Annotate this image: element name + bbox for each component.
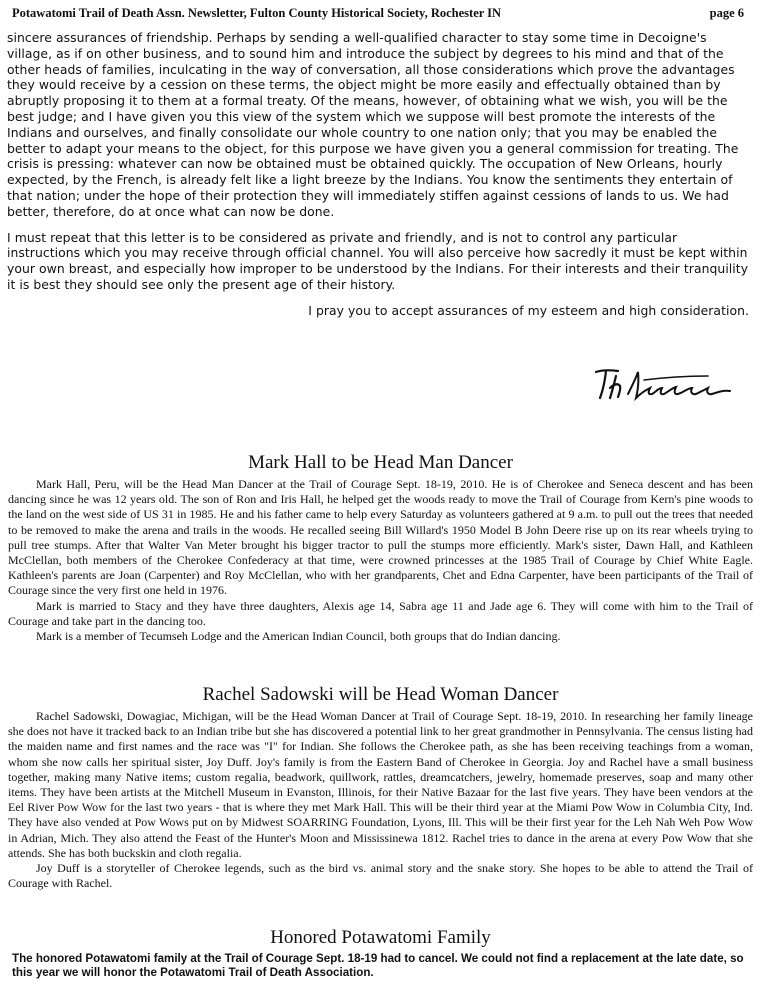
- article-rachel-sadowski: [8, 684, 753, 891]
- page-number: page 6: [709, 6, 744, 20]
- letter-closing: I pray you to accept assurances of my esteem and high consideration.: [308, 302, 749, 318]
- jefferson-letter: [7, 30, 753, 319]
- article-title: Mark Hall to be Head Man Dancer: [248, 452, 513, 473]
- letter-paragraph: sincere assurances of friendship. Perhaps by sending a well-qualified character to stay some time in Decoigne's village, as if on other business, and to sound him and introduce the subject by degrees to his mind and that of the other heads of families, inculcating in the way of conversation, all those considerations which prove the advantages they would receive by a cession on these terms, the object might be more easily and effectually obtained than by abruptly proposing it to them at a formal treaty. Of the means, however, of obtaining what we wish, you will be the best judge; and I have given you this view of the system which we suppose will best promote the interests of the Indians and ourselves, and finally consolidate our whole country to one nation only; that you may be enabled the better to adapt your means to the object, for this purpose we have given you a general commission for treating. The crisis is pressing: whatever can now be obtained must be obtained quickly. The occupation of New Orleans, hourly expected, by the French, is already felt like a light breeze by the Indians. You know the sentiments they entertain of that nation; under the hope of their protection they will immediately stiffen against cessions of lands to us. We had better, therefore, do at once what can now be done.: [7, 30, 739, 219]
- letter-paragraph: I must repeat that this letter is to be considered as private and friendly, and is not to control any particular instructions which you may receive through official channel. You will also perceive how sacredly it must be kept within your own breast, and especially how improper to be understood by the Indians. For their interests and their tranquility it is best they should see only the present age of their history.: [7, 229, 749, 292]
- honored-family-section: [8, 927, 753, 980]
- article-paragraph: Rachel Sadowski, Dowagiac, Michigan, will be the Head Woman Dancer at Trail of Courage Sept. 18-19, 2010. In researching her family lineage she does not have it tracked back to an Indian tribe but she has discovered a potential link to her great grandmother in Pennsylvania. The census listing had the maiden name and first names and the race was "I" for Indian. She follows the Cherokee path, as she has been receiving teachings from a woman, whom she now calls her spiritual sister, Joy Duff. Joy's family is from the Eastern Band of Cherokee in Georgia. Joy and Rachel have a small business together, making many Native items; custom regalia, beadwork, quillwork, rattles, dreamcatchers, jewelry, homemade preserves, soap and many other items. They have been artists at the Mitchell Museum in Evanston, Illinois, for their Native Bazaar for the last five years. They have been vendors at the Eel River Pow Wow for the last two years - that is where they met Mark Hall. This will be their third year at the Miami Pow Wow in Columbia City, Ind. They have also vended at Pow Wows put on by Midwest SOARRING Foundation, Lyons, Ill. This will be their first year for the Leh Nah Weh Pow Wow in Adrian, Mich. They also attend the Feast of the Hunter's Moon and Mississinewa 1812. Rachel tries to dance in the arena at every Pow Wow that she attends. She has both buckskin and cloth regalia.: [8, 709, 753, 860]
- article-paragraph: Mark is a member of Tecumseh Lodge and the American Indian Council, both groups that do Indian dancing.: [36, 629, 561, 644]
- article-title: Rachel Sadowski will be Head Woman Dancer: [202, 684, 559, 705]
- article-mark-hall: [8, 452, 753, 644]
- article-paragraph: Mark Hall, Peru, will be the Head Man Dancer at the Trail of Courage Sept. 18-19, 2010. He is of Cherokee and Seneca descent and has been dancing since he was 12 years old. The son of Ron and Iris Hall, he helped get the woods ready to move the Trail of Courage from Kern's pine woods to the land on the west side of US 31 in 1985. He and his father came to help every Saturday as volunteers gathered at 9 a.m. to pull out the trees that needed to be removed to make the arena and trails in the woods. He recalled seeing Bill Willard's 1950 Model B John Deere rise up on its rear wheels trying to pull tree stumps. After that Walter Van Meter brought his bigger tractor to pull the stumps more efficiently. Mark's sister, Dawn Hall, and Kathleen McClellan, both members of the Cherokee Confederacy at that time, were crowned princesses at the 1985 Trail of Courage by Chief White Eagle. Kathleen's parents are Joan (Carpenter) and Roy McClellan, who with her grandparents, Chet and Edna Carpenter, have been participants of the Trail of Courage since the very first one held in 1976.: [8, 477, 753, 598]
- section-title: Honored Potawatomi Family: [270, 927, 491, 948]
- jefferson-signature: [588, 364, 748, 404]
- page-header: [10, 4, 750, 22]
- article-paragraph: Joy Duff is a storyteller of Cherokee legends, such as the bird vs. animal story and the snake story. She hopes to be able to attend the Trail of Courage with Rachel.: [8, 861, 753, 891]
- section-text: The honored Potawatomi family at the Trail of Courage Sept. 18-19 had to cancel. We could not find a replacement at the late date, so this year we will honor the Potawatomi Trail of Death Association.: [12, 952, 744, 979]
- article-paragraph: Mark is married to Stacy and they have three daughters, Alexis age 14, Sabra age 11 and Jade age 6. They will come with him to the Trail of Courage and take part in the dancing too.: [8, 598, 753, 628]
- newsletter-title: Potawatomi Trail of Death Assn. Newsletter, Fulton County Historical Society, Rochester IN: [12, 6, 502, 20]
